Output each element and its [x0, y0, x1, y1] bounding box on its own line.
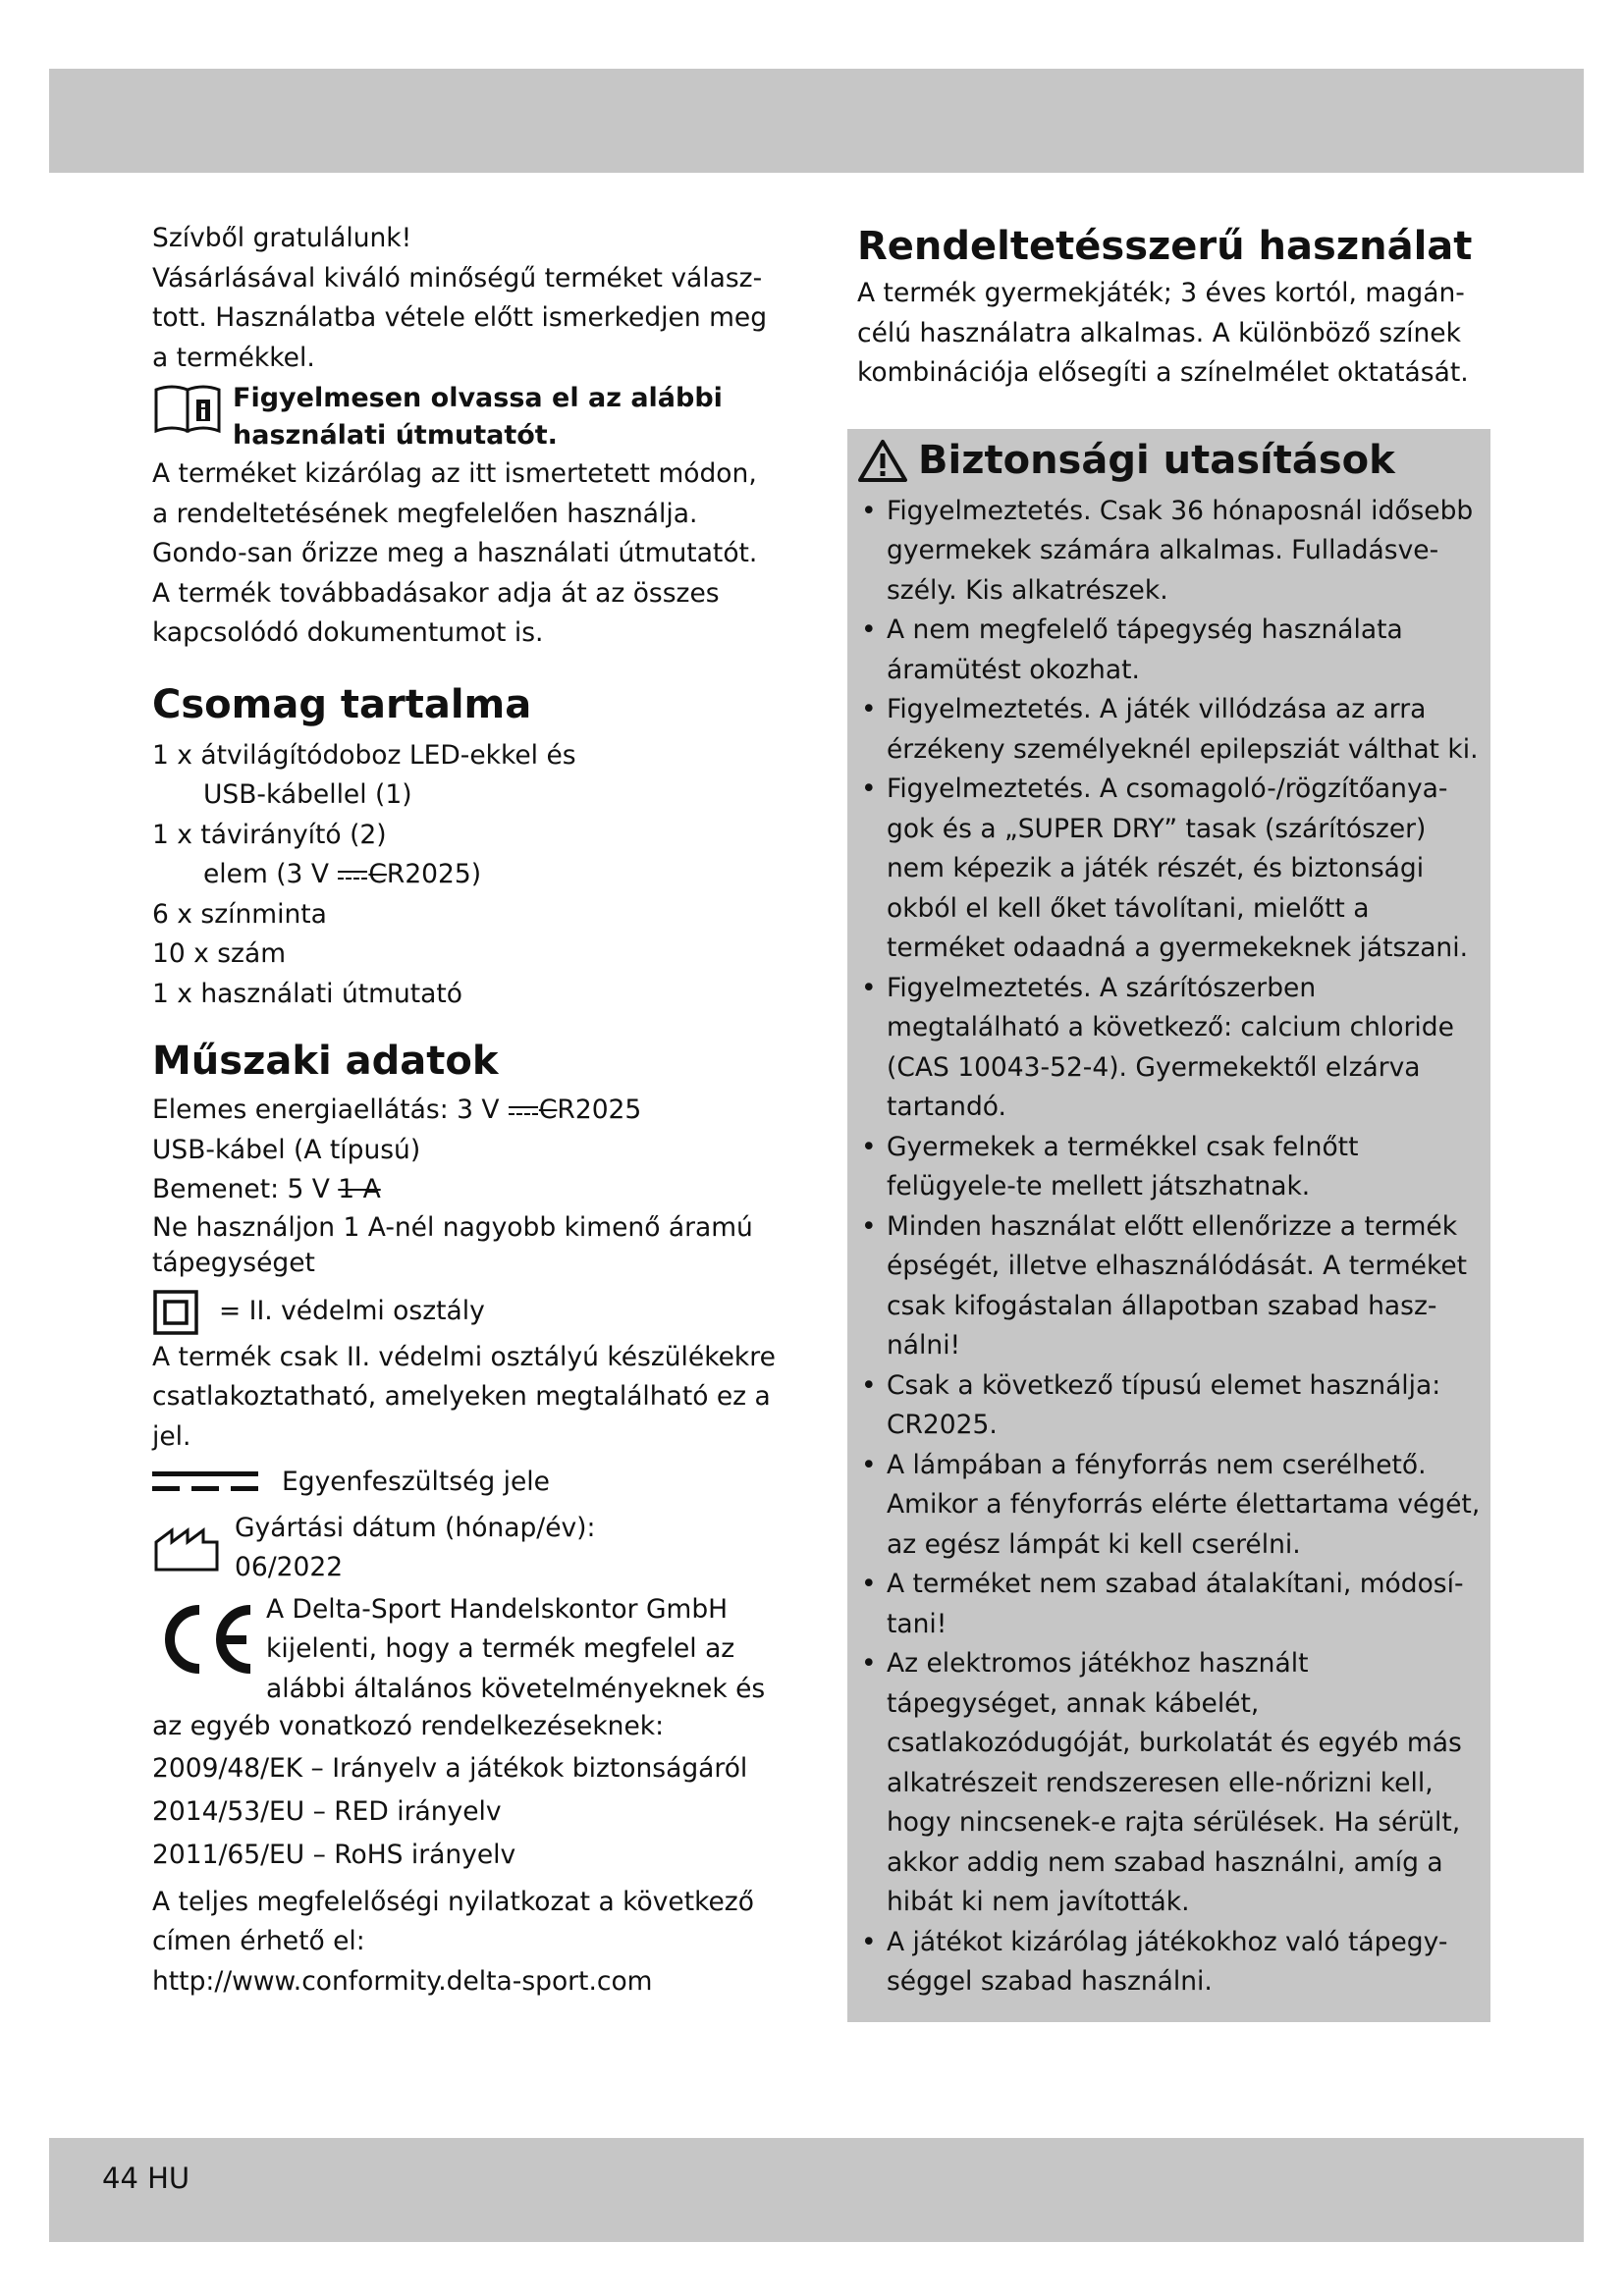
- package-item: 1 x átvilágítódoboz LED-ekkel és: [152, 739, 576, 771]
- directive: 2009/48/EK – Irányelv a játékok biztonságáról: [152, 1752, 748, 1784]
- page-number: 44 HU: [102, 2162, 190, 2195]
- intended-use-text: A termék gyermekjáték; 3 éves kortól, magán-célú használatra alkalmas. A különböző színek kombinációja elősegíti a színelmélet oktatását.: [857, 278, 1469, 388]
- ce-row: [152, 1590, 781, 1710]
- intended-use-heading: Rendeltetésszerű használat: [857, 224, 1473, 269]
- conformity-url[interactable]: http://www.conformity.delta-sport.com: [152, 1965, 653, 1997]
- footer-band: [49, 2138, 1584, 2242]
- safety-item: • A nem megfelelő tápegység használata áramütést okozhat.: [857, 611, 1481, 690]
- dc-voltage-icon: [152, 1468, 262, 1497]
- protection-class-row: [152, 1289, 781, 1336]
- safety-item: • Minden használat előtt ellenőrizze a termék épségét, illetve elhasználódását. A terméket csak kifogástalan állapotban szabad hasz-nálni!: [857, 1207, 1481, 1366]
- intro-text: Vásárlásával kiváló minőségű terméket válasz-tott. Használatba vétele előtt ismerkedjen meg a termékkel.: [152, 262, 768, 373]
- factory-icon: [152, 1524, 221, 1588]
- info-note: [152, 380, 781, 454]
- safety-item: • Gyermekek a termékkel csak felnőtt felügyele-te mellett játszhatnak.: [857, 1128, 1481, 1207]
- greeting: Szívből gratulálunk!: [152, 223, 412, 253]
- safety-item: • A játékot kizárólag játékokhoz való tápegy-séggel szabad használni.: [857, 1923, 1481, 2002]
- ce-mark-icon: [152, 1600, 260, 1710]
- manufacture-label: Gyártási dátum (hónap/év):: [235, 1512, 596, 1543]
- package-item: 1 x használati útmutató: [152, 978, 462, 1009]
- protection-class-label: = II. védelmi osztály: [219, 1296, 485, 1327]
- package-item: 6 x színminta: [152, 898, 327, 930]
- usage-paragraph: A terméket kizárólag az itt ismertetett módon, a rendeltetésének megfelelően használja. Gondo-san őrizze meg a használati útmutatót. A termék továbbadásakor adja át az összes kapcsolódó dokumentumot is.: [152, 458, 758, 648]
- dc-symbol-icon: [338, 869, 367, 882]
- protection-class-icon: [152, 1289, 199, 1336]
- input-spec: Bemenet: 5 V 1 A: [152, 1174, 381, 1204]
- package-heading: Csomag tartalma: [152, 681, 532, 727]
- adapter-note: Ne használjon 1 A-nél nagyobb kimenő áramú tápegységet: [152, 1211, 753, 1278]
- ce-text: A Delta-Sport Handelskontor GmbH kijelenti, hogy a termék megfelel az alábbi általános követelményeknek és: [266, 1593, 766, 1704]
- safety-item: • Figyelmeztetés. A játék villódzása az arra érzékeny személyeknél epilepsziát válthat ki.: [857, 690, 1481, 770]
- directive: 2011/65/EU – RoHS irányelv: [152, 1839, 516, 1870]
- package-item: 10 x szám: [152, 938, 287, 969]
- tech-heading: Műszaki adatok: [152, 1039, 499, 1084]
- usb-spec: USB-kábel (A típusú): [152, 1134, 421, 1165]
- warning-triangle-icon: [857, 438, 908, 483]
- battery-spec: Elemes energiaellátás: 3 V CR2025: [152, 1095, 642, 1125]
- dc-row: [152, 1463, 781, 1503]
- dc-symbol-icon: [509, 1104, 538, 1118]
- info-note-text: Figyelmesen olvassa el az alábbi használati útmutatót.: [233, 383, 723, 451]
- package-item: USB-kábellel (1): [203, 779, 412, 810]
- left-column: [152, 219, 781, 2002]
- safety-item: • Figyelmeztetés. A szárítószerben megtalálható a következő: calcium chloride (CAS 10043-52-4). Gyermekektől elzárva tartandó.: [857, 969, 1481, 1128]
- conformity-text: A teljes megfelelőségi nyilatkozat a következő címen érhető el:: [152, 1886, 754, 1956]
- ce-text-continued: az egyéb vonatkozó rendelkezéseknek:: [152, 1711, 665, 1741]
- manual-info-icon: [152, 380, 223, 435]
- safety-item: • Az elektromos játékhoz használt tápegységet, annak kábelét, csatlakozódugóját, burkolatát és egyéb más alkatrészeit rendszeresen elle-nőrizni kell, hogy nincsenek-e rajta sérülések. Ha sérült, akkor addig nem szabad használni, amíg a hibát ki nem javították.: [857, 1644, 1481, 1923]
- package-item: 1 x távirányító (2): [152, 819, 387, 850]
- safety-item: • A terméket nem szabad átalakítani, módosí-tani!: [857, 1565, 1481, 1644]
- package-item: elem (3 V CR2025): [203, 859, 482, 889]
- right-column: [857, 219, 1495, 2022]
- dc-label: Egyenfeszültség jele: [282, 1467, 550, 1497]
- safety-item: • Figyelmeztetés. Csak 36 hónaposnál idősebb gyermekek számára alkalmas. Fulladásve-szély. Kis alkatrészek.: [857, 492, 1481, 612]
- protection-class-text: A termék csak II. védelmi osztályú készülékekre csatlakoztatható, amelyeken megtalálható ez a jel.: [152, 1341, 776, 1452]
- manufacture-date: 06/2022: [235, 1552, 344, 1582]
- safety-heading: Biztonsági utasítások: [857, 433, 1481, 488]
- safety-item: • Csak a következő típusú elemet használja: CR2025.: [857, 1366, 1481, 1446]
- safety-box: [847, 429, 1490, 2022]
- safety-item: • A lámpában a fényforrás nem cserélhető. Amikor a fényforrás elérte élettartama végét, az egész lámpát ki kell cserélni.: [857, 1446, 1481, 1566]
- manufacture-row: [152, 1509, 781, 1588]
- directive: 2014/53/EU – RED irányelv: [152, 1795, 502, 1827]
- safety-list: [857, 492, 1481, 2002]
- header-band: [49, 69, 1584, 173]
- safety-item: • Figyelmeztetés. A csomagoló-/rögzítőanya-gok és a „SUPER DRY” tasak (szárítószer) nem képezik a játék részét, és biztonsági okból el kell őket távolítani, mielőtt a terméket odaadná a gyermekeknek játszani.: [857, 770, 1481, 969]
